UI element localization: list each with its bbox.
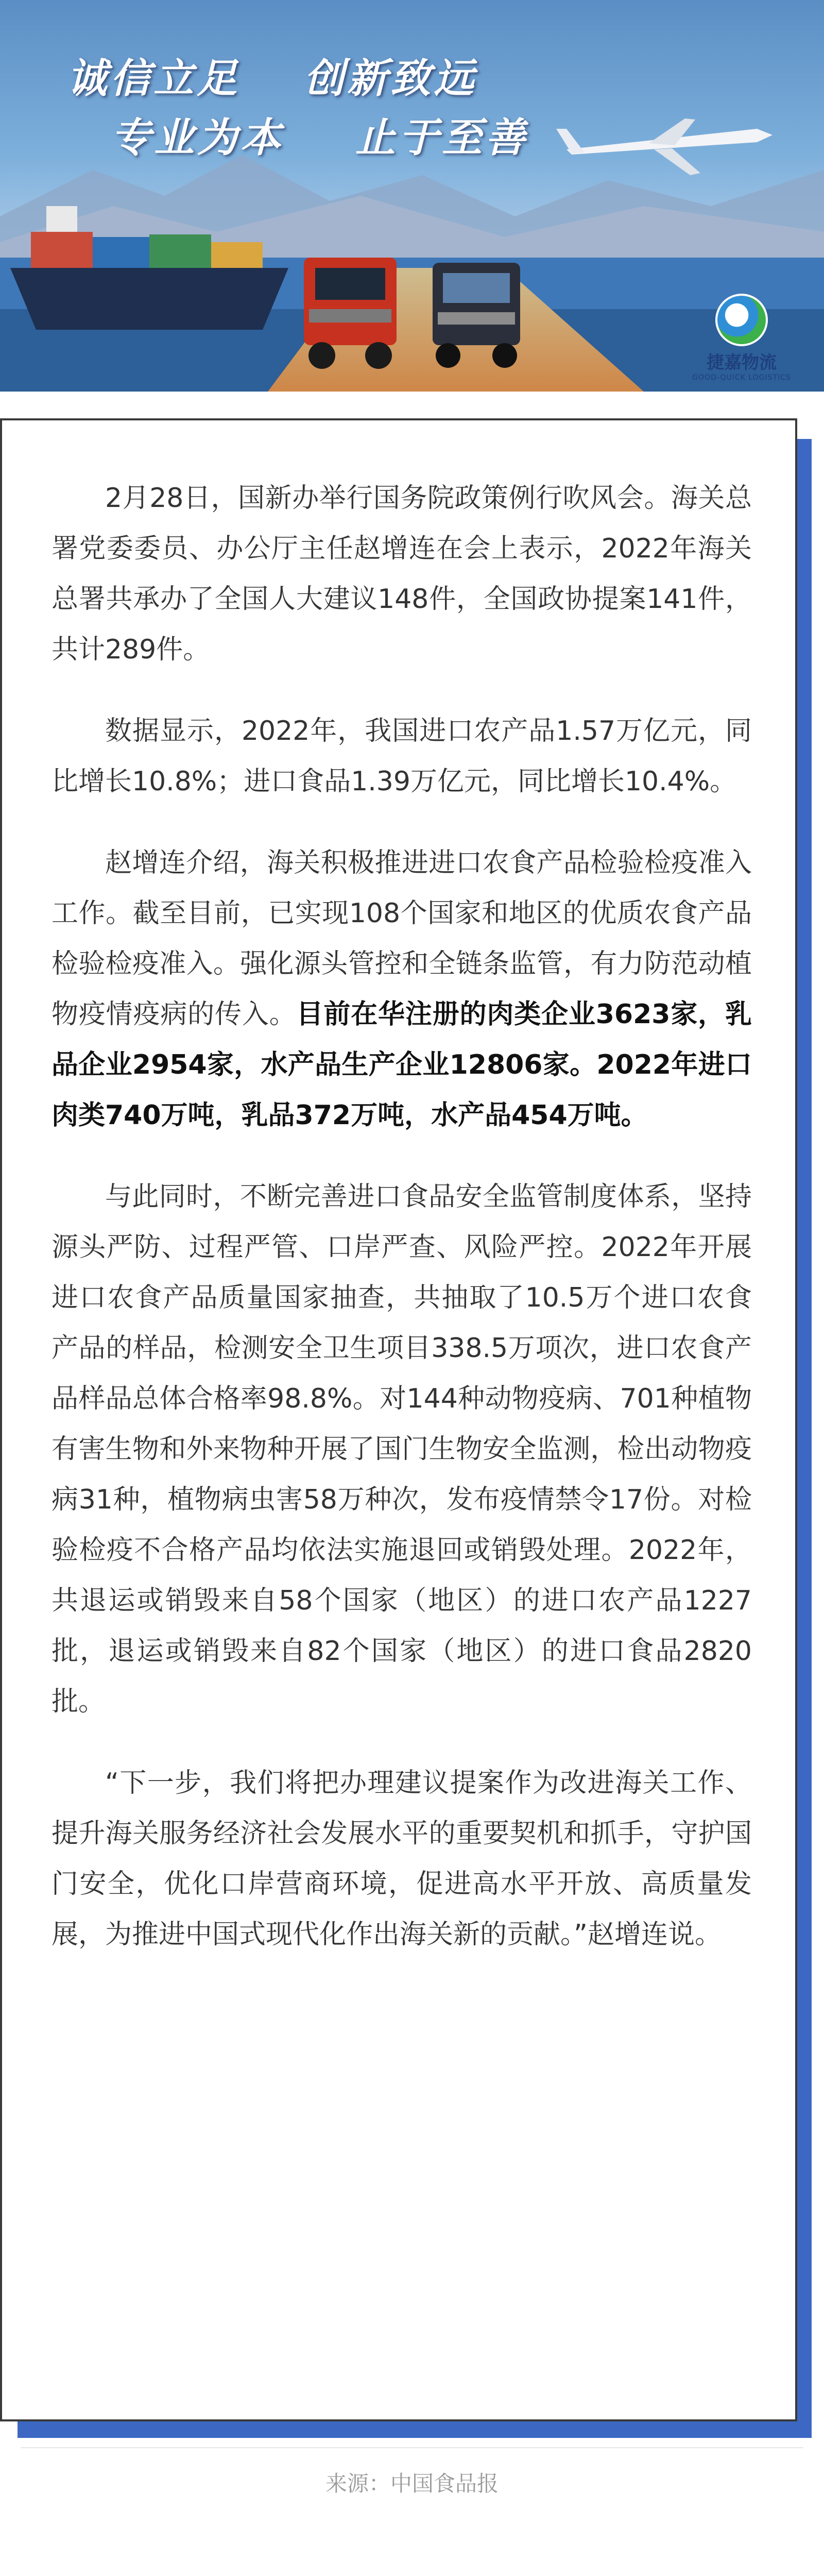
divider xyxy=(21,2447,803,2448)
article-paragraph: “下一步，我们将把办理建议提案作为改进海关工作、提升海关服务经济社会发展水平的重要契机和抓手，守护国门安全，优化口岸营商环境，促进高水平开放、高质量发展，为推进中国式现代化作出海关新的贡献。”赵增连说。 xyxy=(52,1768,752,1950)
slogan-text: 诚信立足 xyxy=(67,55,241,102)
logo-icon xyxy=(715,294,768,346)
article-paragraph: 2月28日，国新办举行国务院政策例行吹风会。海关总署党委委员、办公厅主任赵增连在会上表示，2022年海关总署共承办了全国人大建议148件，全国政协提案141件，共计289件。 xyxy=(52,483,752,665)
banner-logo-sub: GOOD-QUICK LOGISTICS xyxy=(692,374,791,382)
article-paragraph xyxy=(52,838,752,1141)
banner-logo-name: 捷嘉物流 xyxy=(707,352,777,373)
slogan-text: 止于至善 xyxy=(355,114,529,161)
paragraph-text: 赵增连介绍，海关积极推进进口农食产品检验检疫准入工作。截至目前，已实现108个国家和地区的优质农食产品检验检疫准入。强化源头管控和全链条监管，有力防范动植物疫情疫病的传入。 xyxy=(52,848,752,1030)
banner-logo xyxy=(690,294,793,382)
article-paragraph: 与此同时，不断完善进口食品安全监管制度体系，坚持源头严防、过程严管、口岸严查、风险严控。2022年开展进口农食产品质量国家抽查，共抽取了10.5万个进口农食产品的样品，检测安全卫生项目338.5万项次，进口农食产品样品总体合格率98.8%。对144种动物疫病、701种植物有害生物和外来物种开展了国门生物安全监测，检出动物疫病31种，植物病虫害58万种次，发布疫情禁令17份。对检验检疫不合格产品均依法实施退回或销毁处理。2022年，共退运或销毁来自58个国家（地区）的进口农产品1227批，退运或销毁来自82个国家（地区）的进口食品2820批。 xyxy=(52,1181,752,1717)
article-body xyxy=(52,473,752,1991)
airplane-icon xyxy=(556,118,772,175)
paragraph-bold-text: 目前在华注册的肉类企业3623家，乳品企业2954家，水产品生产企业12806家。2022年进口肉类740万吨，乳品372万吨，水产品454万吨。 xyxy=(52,999,752,1131)
header-banner xyxy=(0,0,824,392)
source-text: 来源：中国食品报 xyxy=(325,2471,499,2496)
slogan-text: 创新致远 xyxy=(304,55,477,102)
article-paragraph: 数据显示，2022年，我国进口农产品1.57万亿元，同比增长10.8%；进口食品1.39万亿元，同比增长10.4%。 xyxy=(52,716,752,797)
slogan-text: 专业为本 xyxy=(111,114,284,161)
article-card xyxy=(0,418,797,2421)
